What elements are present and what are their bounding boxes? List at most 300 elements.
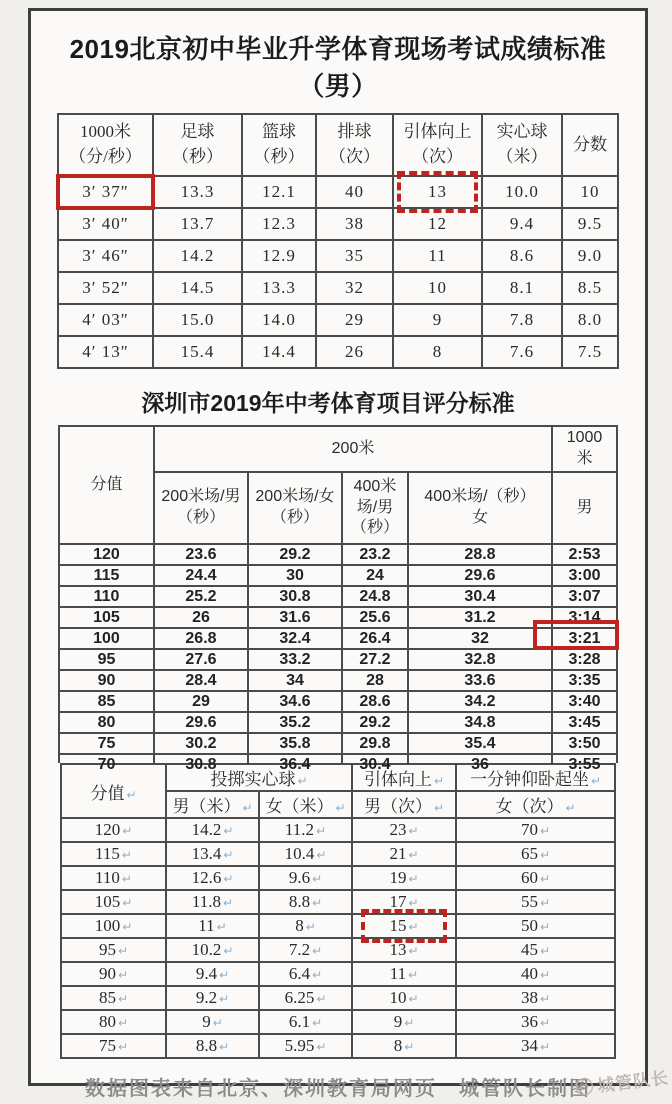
table-cell: 13 ↵ [352,938,456,962]
table-cell: 3:35 [552,670,617,691]
red-dashed-box-annotation [397,171,478,213]
table-cell: 10.2 ↵ [166,938,259,962]
clipped-value: 70 [97,756,116,773]
table-row [59,628,617,649]
table-cell: 120 ↵ [61,818,166,842]
table-cell: 30 [248,565,342,586]
table-cell: 32.4 [248,628,342,649]
table-cell: 100 [59,628,154,649]
table-cell: 95 ↵ [61,938,166,962]
table-cell: 10.0 [482,176,562,208]
table-cell: 3′ 52″ [58,272,153,304]
subheader-200m-female: 200米场/女（秒） [248,472,342,544]
table-row [61,1010,615,1034]
header-line: 引体向上 [403,122,472,142]
table-cell: 26.8 [154,628,248,649]
watermark-text: 城管队长 [596,1068,671,1096]
return-mark-icon: ↵ [316,992,327,1007]
table-cell: 4′ 03″ [58,304,153,336]
subheader-400m-female: 400米场/（秒）女 [408,472,552,544]
return-mark-icon: ↵ [539,920,551,935]
table-cell: 14.5 [153,272,242,304]
table-cell: 7.5 [562,336,618,368]
return-mark-icon: ↵ [565,801,576,816]
return-mark-icon: ↵ [121,872,132,887]
return-mark-icon: ↵ [408,944,419,959]
table-header-cell [482,114,562,176]
clipped-cell [60,755,153,773]
table-row [58,336,618,368]
return-mark-icon: ↵ [117,992,129,1007]
table-cell: 3:21 [552,628,617,649]
table-cell: 7.6 [482,336,562,368]
table-cell: 29.6 [154,712,248,733]
table-cell: 55 ↵ [456,890,615,914]
red-solid-box-annotation [56,174,155,210]
document-frame [28,8,648,1100]
table-cell: 85 ↵ [61,986,166,1010]
table-cell: 25.6 [342,607,408,628]
table-cell: 110 [59,586,154,607]
table-cell: 3′ 40″ [58,208,153,240]
return-mark-icon: ↵ [404,1016,415,1031]
table-cell: 24 [342,565,408,586]
table-row [61,986,615,1010]
header-line: 足球 [180,122,215,142]
table-cell: 35 [316,240,393,272]
table-cell: 17 ↵ [352,890,456,914]
table-cell: 11 ↵ [166,914,259,938]
watermark-logo-icon [573,1075,595,1097]
clipped-cell [553,755,616,773]
return-mark-icon: ↵ [312,872,323,887]
clipped-cell [155,755,247,773]
return-mark-icon: ↵ [312,968,323,983]
table-cell: 105 ↵ [61,890,166,914]
table-cell [342,754,408,773]
table-cell: 13.3 [153,176,242,208]
subheader-male-meters: 男（米） ↵ [166,791,259,818]
table-cell: 110 ↵ [61,866,166,890]
table-cell: 90 [59,670,154,691]
return-mark-icon: ↵ [219,1040,230,1055]
table-cell [408,754,552,773]
table-cell: 2:53 [552,544,617,565]
table-cell: 34 ↵ [456,1034,615,1058]
table-cell: 26 [154,607,248,628]
table-cell: 34.2 [408,691,552,712]
table-header-cell [393,114,482,176]
beijing-table-header [58,114,618,176]
beijing-table-body [58,176,618,368]
table-row [61,962,615,986]
return-mark-icon: ↵ [408,920,419,935]
group-header-ball-throw: 投掷实心球 ↵ [166,764,352,791]
header-line: （次） [329,147,380,166]
group-header-200m: 200米 [154,426,552,472]
table-cell: 29.8 [342,733,408,754]
table-row [61,938,615,962]
table-cell: 30.2 [154,733,248,754]
table-header-cell [153,114,242,176]
table-cell: 34 [248,670,342,691]
table-cell: 8.0 [562,304,618,336]
table-row [59,607,617,628]
return-mark-icon: ↵ [212,1016,223,1031]
table-cell: 100 ↵ [61,914,166,938]
return-mark-icon: ↵ [312,1016,323,1031]
table-cell: 32 [408,628,552,649]
table-cell: 34.8 [408,712,552,733]
table-cell: 45 ↵ [456,938,615,962]
table-cell: 11 ↵ [352,962,456,986]
table-cell: 10 [562,176,618,208]
return-mark-icon: ↵ [335,801,346,816]
table-cell: 3′ 46″ [58,240,153,272]
return-mark-icon: ↵ [219,992,230,1007]
return-mark-icon: ↵ [408,968,419,983]
table-cell: 14.2 [153,240,242,272]
header-line: 篮球 [262,122,296,142]
table-cell: 29.6 [408,565,552,586]
table-row [59,691,617,712]
group-header-1000m: 1000米 [552,426,617,472]
subheader-female-reps: 女（次） ↵ [456,791,615,818]
table-cell: 9.5 [562,208,618,240]
table-row [59,670,617,691]
table-cell: 35.4 [408,733,552,754]
table-cell: 70 ↵ [456,818,615,842]
table-cell: 3:45 [552,712,617,733]
table-cell: 9 ↵ [166,1010,259,1034]
return-mark-icon: ↵ [316,824,327,839]
table-cell: 3:00 [552,565,617,586]
return-mark-icon: ↵ [408,896,419,911]
table-cell: 9.4 [482,208,562,240]
table-cell: 29 [154,691,248,712]
table-cell: 30.4 [408,586,552,607]
table-cell: 35.8 [248,733,342,754]
table-cell: 75 [59,733,154,754]
return-mark-icon: ↵ [223,896,234,911]
subheader-200m-male: 200米场/男（秒） [154,472,248,544]
table-cell: 3′ 37″ [58,176,153,208]
return-mark-icon: ↵ [223,848,234,863]
table-cell: 8 ↵ [352,1034,456,1058]
group-header-situps: 一分钟仰卧起坐 ↵ [456,764,615,791]
footer-caption: 数据图表来自北京、深圳教育局网页 城管队长制图 [85,1078,591,1100]
shenzhen-strength-table [60,763,616,1059]
return-mark-icon: ↵ [312,896,323,911]
return-mark-icon: ↵ [539,872,551,887]
table-header-cell [242,114,316,176]
table-cell: 8.5 [562,272,618,304]
table-cell: 14.0 [242,304,316,336]
return-mark-icon: ↵ [117,968,129,983]
header-line: （米） [496,147,548,166]
return-mark-icon: ↵ [223,872,234,887]
table-cell: 31.6 [248,607,342,628]
return-mark-icon: ↵ [117,1040,129,1055]
table-cell: 10 ↵ [352,986,456,1010]
table-cell: 9.0 [562,240,618,272]
table-cell: 9.4 ↵ [166,962,259,986]
table-row [61,914,615,938]
table-cell: 6.1 ↵ [259,1010,352,1034]
table-cell [248,754,342,773]
subheader-female-meters: 女（米） ↵ [259,791,352,818]
table-cell: 11 [393,240,482,272]
page-title: 2019北京初中毕业升学体育现场考试成绩标准（男） [69,34,607,101]
clipped-value: 30.4 [359,756,391,773]
table-cell: 23.2 [342,544,408,565]
table-cell [154,754,248,773]
table-cell: 3:14 [552,607,617,628]
table-cell: 9 ↵ [352,1010,456,1034]
table-cell: 120 [59,544,154,565]
table-row [61,1034,615,1058]
table-cell: 115 [59,565,154,586]
score-column-header: 分值 [59,426,154,544]
table-cell: 8.8 ↵ [166,1034,259,1058]
table-cell: 9.6 ↵ [259,866,352,890]
table-cell: 8 [393,336,482,368]
table-cell: 29.2 [248,544,342,565]
table-cell: 7.8 [482,304,562,336]
table-cell: 65 ↵ [456,842,615,866]
shenzhen-running-table [58,425,618,773]
table-cell: 13.3 [242,272,316,304]
table-cell: 12.1 [242,176,316,208]
return-mark-icon: ↵ [539,944,551,959]
table-row [59,565,617,586]
return-mark-icon: ↵ [126,787,137,802]
return-mark-icon: ↵ [408,872,419,887]
table-cell: 7.2 ↵ [259,938,352,962]
table-cell: 32 [316,272,393,304]
table-cell: 28.6 [342,691,408,712]
return-mark-icon: ↵ [223,944,234,959]
table-cell: 15.4 [153,336,242,368]
clipped-value: 36.4 [279,756,311,773]
table-cell: 14.2 ↵ [166,818,259,842]
table-cell: 95 [59,649,154,670]
subheader-400m-male: 400米场/男（秒） [342,472,408,544]
table-cell: 3:07 [552,586,617,607]
table-cell: 33.6 [408,670,552,691]
table-cell: 6.25 ↵ [259,986,352,1010]
group-header-pullups: 引体向上 ↵ [352,764,456,791]
return-mark-icon: ↵ [223,824,234,839]
table-cell: 31.2 [408,607,552,628]
header-line: 排球 [337,122,372,142]
table-row [61,842,615,866]
return-mark-icon: ↵ [408,992,419,1007]
table-cell: 25.2 [154,586,248,607]
return-mark-icon: ↵ [539,1016,551,1031]
table-cell: 28.4 [154,670,248,691]
table-row [58,304,618,336]
table-cell: 14.4 [242,336,316,368]
table-row [59,733,617,754]
return-mark-icon: ↵ [312,944,323,959]
return-mark-icon: ↵ [408,824,419,839]
table-cell: 40 [316,176,393,208]
shenzhen-strength-header [61,764,615,818]
table-cell: 26.4 [342,628,408,649]
table-cell: 30.8 [248,586,342,607]
table-header-row [58,114,618,176]
table-cell: 32.8 [408,649,552,670]
return-mark-icon: ↵ [121,848,132,863]
table-cell: 10 [393,272,482,304]
table-row [58,208,618,240]
table-row [58,272,618,304]
table-cell: 33.2 [248,649,342,670]
table-cell: 50 ↵ [456,914,615,938]
shenzhen-strength-body [61,818,615,1058]
table-cell: 11.2 ↵ [259,818,352,842]
section-title-shenzhen: 深圳市2019年中考体育项目评分标准 [141,390,515,416]
return-mark-icon: ↵ [539,896,551,911]
table-cell: 36 ↵ [456,1010,615,1034]
clipped-cell [343,755,407,773]
return-mark-icon: ↵ [539,1040,551,1055]
table-cell: 26 [316,336,393,368]
table-cell: 6.4 ↵ [259,962,352,986]
table-cell: 40 ↵ [456,962,615,986]
return-mark-icon: ↵ [433,801,445,816]
table-cell: 29 [316,304,393,336]
table-cell: 4′ 13″ [58,336,153,368]
table-cell: 12.9 [242,240,316,272]
header-line: 分数 [573,134,607,154]
table-cell: 12.3 [242,208,316,240]
return-mark-icon: ↵ [539,968,551,983]
clipped-value: 30.8 [185,756,217,773]
clipped-value: 36 [471,756,489,773]
return-mark-icon: ↵ [219,968,230,983]
header-line: 实心球 [496,122,548,142]
subheader-male-reps: 男（次） ↵ [352,791,456,818]
shenzhen-running-body [59,544,617,773]
table-cell: 23.6 [154,544,248,565]
table-cell: 3:28 [552,649,617,670]
return-mark-icon: ↵ [539,824,551,839]
table-row [59,586,617,607]
clipped-value: 3:55 [568,756,601,773]
beijing-standards-table [57,113,619,369]
table-cell: 75 ↵ [61,1034,166,1058]
table-cell: 23 ↵ [352,818,456,842]
return-mark-icon: ↵ [316,1040,327,1055]
table-cell: 19 ↵ [352,866,456,890]
shenzhen-running-header [59,426,617,544]
table-cell: 21 ↵ [352,842,456,866]
table-cell: 38 [316,208,393,240]
table-cell: 8 ↵ [259,914,352,938]
score-column-header: 分值 ↵ [61,764,166,818]
header-line: （次） [412,147,463,166]
table-row [59,649,617,670]
table-row [59,712,617,733]
return-mark-icon: ↵ [539,992,551,1007]
table-cell: 3:40 [552,691,617,712]
table-cell: 80 ↵ [61,1010,166,1034]
header-line: （秒） [253,147,305,166]
table-cell: 9 [393,304,482,336]
subheader-1000m-male: 男 [552,472,617,544]
table-cell: 15 ↵ [352,914,456,938]
return-mark-icon: ↵ [117,944,129,959]
table-cell: 12.6 ↵ [166,866,259,890]
table-cell: 13.7 [153,208,242,240]
table-cell: 27.6 [154,649,248,670]
return-mark-icon: ↵ [408,848,419,863]
table-cell: 10.4 ↵ [259,842,352,866]
table-cell: 11.8 ↵ [166,890,259,914]
table-row [58,240,618,272]
table-cell: 15.0 [153,304,242,336]
table-row [61,866,615,890]
table-cell: 29.2 [342,712,408,733]
table-header-cell [562,114,618,176]
table-cell: 24.8 [342,586,408,607]
table-cell: 35.2 [248,712,342,733]
table-row [61,818,615,842]
return-mark-icon: ↵ [117,1016,129,1031]
table-cell: 9.2 ↵ [166,986,259,1010]
return-mark-icon: ↵ [590,774,602,789]
header-line: （秒） [172,147,223,166]
table-cell: 8.6 [482,240,562,272]
table-cell [552,754,617,773]
table-cell: 80 [59,712,154,733]
return-mark-icon: ↵ [404,1040,415,1055]
table-cell: 8.1 [482,272,562,304]
return-mark-icon: ↵ [297,774,308,789]
table-header-cell [58,114,153,176]
table-cell: 24.4 [154,565,248,586]
table-row [58,176,618,208]
table-cell: 60 ↵ [456,866,615,890]
header-line: 1000米 [80,122,131,142]
table-header-cell [316,114,393,176]
return-mark-icon: ↵ [122,824,133,839]
table-cell: 38 ↵ [456,986,615,1010]
table-cell: 13.4 ↵ [166,842,259,866]
clipped-cell [249,755,341,773]
table-cell: 3:50 [552,733,617,754]
clipped-cell [409,755,551,773]
table-row [59,544,617,565]
return-mark-icon: ↵ [539,848,551,863]
table-cell: 85 [59,691,154,712]
table-cell: 27.2 [342,649,408,670]
table-cell: 115 ↵ [61,842,166,866]
return-mark-icon: ↵ [242,801,253,816]
table-row [61,890,615,914]
return-mark-icon: ↵ [122,896,133,911]
table-cell: 105 [59,607,154,628]
return-mark-icon: ↵ [122,920,133,935]
table-cell: 12 [393,208,482,240]
return-mark-icon: ↵ [305,920,316,935]
return-mark-icon: ↵ [433,774,445,789]
table-cell [59,754,154,773]
table-cell: 5.95 ↵ [259,1034,352,1058]
table-cell: 90 ↵ [61,962,166,986]
